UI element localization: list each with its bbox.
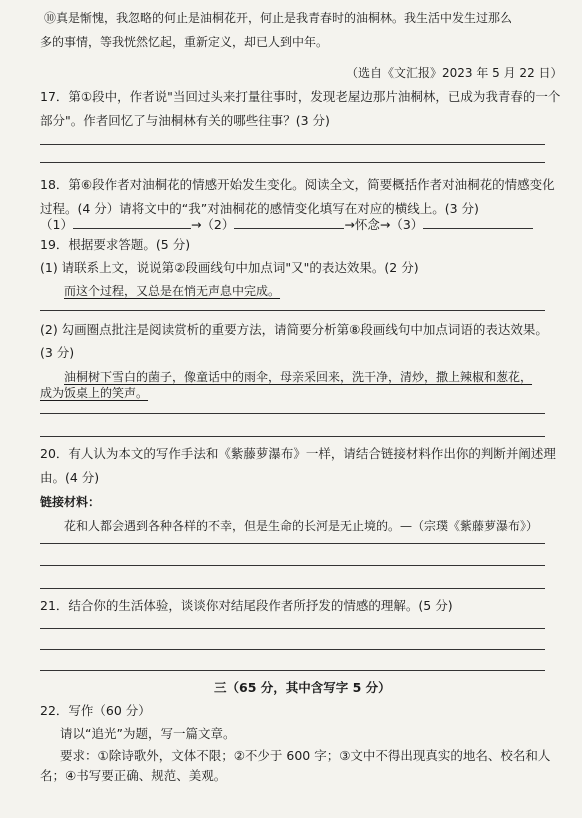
answer-line bbox=[40, 649, 545, 650]
q18-line1: 18．第⑥段作者对油桐花的情感开始发生变化。阅读全文，简要概括作者对油桐花的情感变化 bbox=[40, 177, 555, 192]
answer-line bbox=[40, 565, 545, 566]
q19-quote2-line2: 成为饭桌上的笑声。 bbox=[40, 386, 149, 400]
source-citation: （选自《文汇报》2023 年 5 月 22 日） bbox=[346, 66, 563, 80]
q18-blanks bbox=[40, 216, 533, 233]
answer-blank-2 bbox=[234, 216, 344, 229]
answer-line bbox=[40, 162, 545, 163]
para10-line2: 多的事情，等我恍然忆起，重新定义，却已人到中年。 bbox=[40, 35, 329, 49]
answer-line bbox=[40, 144, 545, 145]
blank-label-3: →怀念→（3） bbox=[344, 217, 424, 232]
quote1-text: 而这个过程，又总是在悄无声息中完成。 bbox=[64, 284, 281, 298]
q20-line2: 由。(4 分) bbox=[40, 470, 100, 485]
answer-blank-1 bbox=[73, 216, 191, 229]
q19-quote2-line1: 油桐树下雪白的菌子，像童话中的雨伞，母亲采回来，洗干净，清炒，撒上辣椒和葱花， bbox=[64, 370, 533, 384]
q18-line2: 过程。(4 分）请将文中的“我”对油桐花的感情变化填写在对应的横线上。(3 分) bbox=[40, 201, 479, 216]
answer-line bbox=[40, 436, 545, 437]
answer-line bbox=[40, 670, 545, 671]
link-material-quote: 花和人都会遇到各种各样的不幸，但是生命的长河是无止境的。—（宗璞《紫藤萝瀑布》） bbox=[64, 519, 539, 533]
answer-line bbox=[40, 588, 545, 589]
q22-requirements-line1: 要求：①除诗歌外，文体不限；②不少于 600 字；③文中不得出现真实的地名、校名和人 bbox=[60, 748, 551, 763]
link-material-label: 链接材料： bbox=[40, 495, 101, 509]
q19-title: 19．根据要求答题。(5 分) bbox=[40, 237, 191, 252]
answer-line bbox=[40, 628, 545, 629]
q19-part2: (2) 勾画圈点批注是阅读赏析的重要方法，请简要分析第⑧段画线句中加点词语的表达效果。 bbox=[40, 322, 548, 337]
q21-line1: 21．结合你的生活体验，谈谈你对结尾段作者所抒发的情感的理解。(5 分) bbox=[40, 598, 453, 613]
blank-label-2: →（2） bbox=[190, 217, 235, 232]
q17-line2: 部分"。作者回忆了与油桐林有关的哪些往事？(3 分) bbox=[40, 113, 330, 128]
answer-line bbox=[40, 543, 545, 544]
q22-title: 22．写作（60 分） bbox=[40, 703, 151, 718]
q22-prompt: 请以“追光”为题，写一篇文章。 bbox=[60, 726, 236, 741]
q17-line1: 17．第①段中，作者说"当回过头来打量往事时，发现老屋边那片油桐林，已成为我青春的一个 bbox=[40, 89, 561, 104]
q19-quote1 bbox=[64, 283, 280, 299]
q19-part2-score: (3 分) bbox=[40, 345, 75, 360]
answer-line bbox=[40, 310, 545, 311]
section-3-heading: 三（65 分，其中含写字 5 分） bbox=[214, 680, 391, 695]
q19-part1: (1) 请联系上文，说说第②段画线句中加点词"又"的表达效果。(2 分) bbox=[40, 260, 419, 275]
answer-blank-3 bbox=[423, 216, 533, 229]
answer-line bbox=[40, 413, 545, 414]
q22-requirements-line2: 名；④书写要正确、规范、美观。 bbox=[40, 768, 227, 783]
q20-line1: 20．有人认为本文的写作手法和《紫藤萝瀑布》一样，请结合链接材料作出你的判断并阐述理 bbox=[40, 446, 556, 461]
blank-label-1: （1） bbox=[40, 217, 73, 232]
para10-line1: ⑩真是惭愧，我忽略的何止是油桐花开，何止是我青春时的油桐林。我生活中发生过那么 bbox=[44, 11, 513, 25]
